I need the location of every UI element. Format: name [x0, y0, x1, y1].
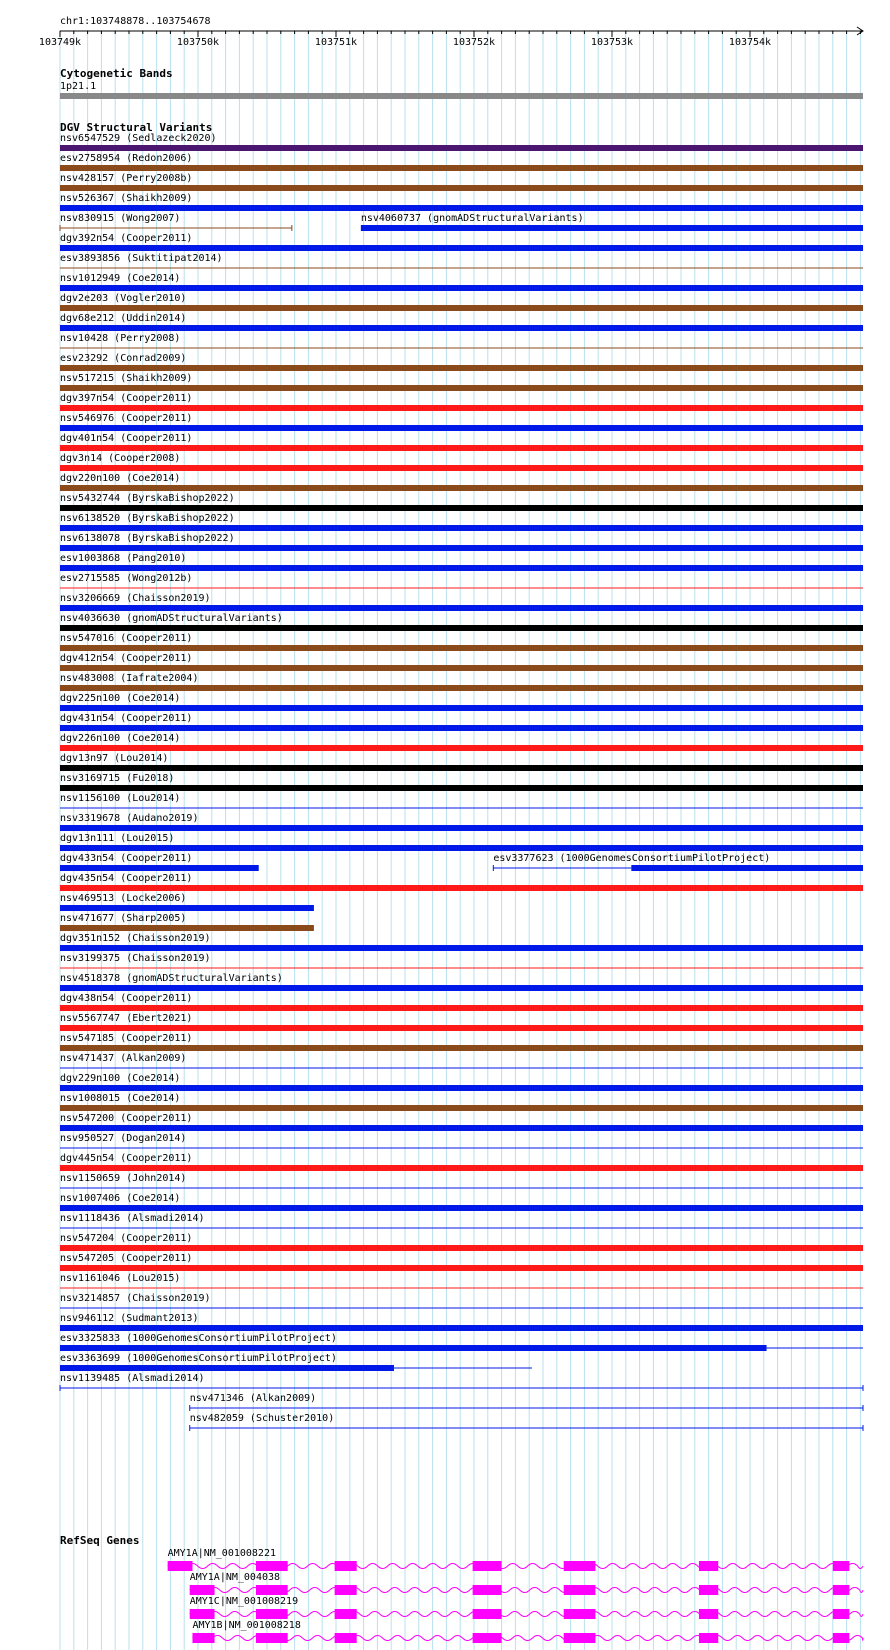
variant-thick-segment	[60, 785, 863, 791]
variant-row[interactable]	[60, 973, 863, 991]
variant-thick-segment	[60, 725, 863, 731]
variant-row[interactable]	[60, 593, 863, 611]
variant-thick-segment	[60, 185, 863, 191]
variant-label: nsv1008015 (Coe2014)	[60, 1093, 181, 1104]
variant-label: nsv950527 (Dogan2014)	[60, 1133, 187, 1144]
gene-label: AMY1C|NM_001008219	[189, 1596, 299, 1607]
variant-thick-segment	[631, 865, 863, 871]
variant-bar[interactable]	[60, 725, 863, 731]
variant-label: dgv226n100 (Coe2014)	[60, 733, 181, 744]
variant-label: nsv4060737 (gnomADStructuralVariants)	[360, 213, 584, 224]
refseq-track[interactable]	[60, 1534, 863, 1643]
variant-thick-segment	[60, 505, 863, 511]
variant-thick-segment	[60, 1205, 863, 1211]
variant-label: nsv1139485 (Alsmadi2014)	[60, 1373, 205, 1384]
variant-thick-segment	[60, 1325, 863, 1331]
ruler-tick-label: 103754k	[728, 37, 772, 48]
refseq-title: RefSeq Genes	[60, 1534, 140, 1547]
variant-label: nsv3199375 (Chaisson2019)	[60, 953, 211, 964]
variant-thick-segment	[60, 845, 863, 851]
variant-row[interactable]	[60, 253, 863, 268]
variant-thick-segment	[60, 385, 863, 391]
variant-label: dgv13n97 (Lou2014)	[60, 753, 169, 764]
variant-row[interactable]	[60, 573, 863, 588]
variant-bar[interactable]	[60, 225, 292, 231]
variant-label: dgv392n54 (Cooper2011)	[60, 233, 193, 244]
variant-bar[interactable]	[60, 905, 314, 911]
variant-row[interactable]	[60, 333, 863, 348]
variant-thick-segment	[60, 905, 314, 911]
variant-row[interactable]	[60, 133, 863, 151]
variant-bar[interactable]	[60, 765, 863, 771]
variant-bar[interactable]	[190, 1425, 863, 1431]
variant-label: nsv547205 (Cooper2011)	[60, 1253, 193, 1264]
variant-thick-segment	[60, 705, 863, 711]
variant-thick-segment	[60, 485, 863, 491]
variant-thick-segment	[60, 685, 863, 691]
variant-thick-segment	[60, 445, 863, 451]
variant-row[interactable]	[60, 873, 863, 891]
variant-thick-segment	[60, 1365, 394, 1371]
variant-thick-segment	[60, 365, 863, 371]
variant-bar[interactable]	[493, 865, 863, 871]
variant-row[interactable]	[60, 773, 863, 791]
variant-label: nsv3214857 (Chaisson2019)	[60, 1293, 211, 1304]
variant-bar[interactable]	[60, 705, 863, 711]
variant-label: nsv1156100 (Lou2014)	[60, 793, 181, 804]
variant-bar[interactable]	[60, 945, 863, 951]
variant-bar[interactable]	[60, 1365, 532, 1371]
variant-thick-segment	[60, 925, 314, 931]
variant-bar[interactable]	[60, 565, 863, 571]
variant-label: dgv220n100 (Coe2014)	[60, 473, 181, 484]
variant-bar[interactable]	[60, 1345, 863, 1351]
variant-label: esv23292 (Conrad2009)	[60, 353, 187, 364]
variant-label: nsv546976 (Cooper2011)	[60, 413, 193, 424]
variant-bar[interactable]	[60, 465, 863, 471]
variant-thick-segment	[60, 565, 863, 571]
ruler-tick-label: 103752k	[452, 37, 496, 48]
variant-label: dgv433n54 (Cooper2011)	[60, 853, 193, 864]
gene-exon[interactable]	[190, 1609, 215, 1619]
variant-label: dgv229n100 (Coe2014)	[60, 1073, 181, 1084]
variant-thick-segment	[60, 165, 863, 171]
variant-bar[interactable]	[60, 525, 863, 531]
gene-exon[interactable]	[564, 1633, 596, 1643]
variant-label: dgv431n54 (Cooper2011)	[60, 713, 193, 724]
variant-bar[interactable]	[60, 185, 863, 191]
variant-label: esv2758954 (Redon2006)	[60, 153, 193, 164]
variant-row[interactable]	[60, 733, 863, 751]
variant-row[interactable]	[60, 1313, 863, 1331]
variant-label: esv3363699 (1000GenomesConsortiumPilotProject)	[60, 1353, 337, 1364]
variant-thick-segment	[60, 285, 863, 291]
variant-label: dgv2e203 (Vogler2010)	[60, 293, 187, 304]
variant-label: nsv946112 (Sudmant2013)	[60, 1313, 199, 1324]
variant-label: nsv3206669 (Chaisson2019)	[60, 593, 211, 604]
gene-exon[interactable]	[473, 1609, 502, 1619]
variant-thick-segment	[60, 425, 863, 431]
variant-row[interactable]	[60, 653, 863, 671]
variant-row[interactable]	[190, 1393, 863, 1411]
variant-thick-segment	[60, 745, 863, 751]
variant-label: nsv547185 (Cooper2011)	[60, 1033, 193, 1044]
gene-label: AMY1B|NM_001008218	[192, 1620, 301, 1631]
gene-exon[interactable]	[190, 1585, 215, 1595]
variant-label: esv3377623 (1000GenomesConsortiumPilotProject)	[493, 853, 771, 864]
variant-bar[interactable]	[60, 365, 863, 371]
variant-bar[interactable]	[60, 845, 863, 851]
variant-row[interactable]	[60, 313, 863, 331]
variant-bar[interactable]	[60, 285, 863, 291]
variant-bar[interactable]	[60, 1105, 863, 1111]
variant-label: nsv1007406 (Coe2014)	[60, 1193, 181, 1204]
gene-exon[interactable]	[335, 1585, 357, 1595]
variant-thick-segment	[60, 1345, 767, 1351]
variant-row[interactable]	[60, 513, 863, 531]
variant-row[interactable]	[60, 633, 863, 651]
variant-bar[interactable]	[60, 445, 863, 451]
variant-bar[interactable]	[60, 1205, 863, 1211]
variant-thick-segment	[60, 1165, 863, 1171]
cytoband-bar[interactable]	[60, 93, 863, 99]
variant-bar[interactable]	[60, 645, 863, 651]
variant-row[interactable]	[60, 813, 863, 831]
variant-row[interactable]	[60, 1053, 863, 1068]
variant-thick-segment	[60, 765, 863, 771]
variant-bar[interactable]	[60, 1245, 863, 1251]
variant-bar[interactable]	[60, 1385, 863, 1391]
variant-label: dgv412n54 (Cooper2011)	[60, 653, 193, 664]
gene-exon[interactable]	[256, 1609, 288, 1619]
variant-bar[interactable]	[60, 245, 863, 251]
gene-exon[interactable]	[564, 1561, 596, 1571]
dgv-title: DGV Structural Variants	[60, 121, 213, 134]
variant-thick-segment	[60, 1245, 863, 1251]
variant-bar[interactable]	[60, 925, 314, 931]
gene-exon[interactable]	[473, 1633, 502, 1643]
variant-bar[interactable]	[60, 505, 863, 511]
variant-label: esv2715585 (Wong2012b)	[60, 573, 193, 584]
variant-row[interactable]	[60, 1113, 863, 1131]
variant-label: nsv428157 (Perry2008b)	[60, 173, 193, 184]
variant-row[interactable]	[60, 1353, 532, 1371]
variant-label: dgv13n111 (Lou2015)	[60, 833, 175, 844]
variant-label: nsv517215 (Shaikh2009)	[60, 373, 193, 384]
variant-label: nsv547016 (Cooper2011)	[60, 633, 193, 644]
variant-row[interactable]	[60, 193, 863, 211]
ruler-tick-label: 103750k	[176, 37, 220, 48]
gene-row[interactable]	[190, 1572, 863, 1595]
variant-label: nsv482059 (Schuster2010)	[189, 1413, 335, 1424]
variant-label: nsv483008 (Iafrate2004)	[60, 673, 199, 684]
variant-bar[interactable]	[60, 485, 863, 491]
gene-exon[interactable]	[699, 1633, 718, 1643]
variant-thick-segment	[60, 985, 863, 991]
variant-bar[interactable]	[60, 205, 863, 211]
gene-label: AMY1A|NM_001008221	[167, 1548, 277, 1559]
variant-row[interactable]	[60, 1233, 863, 1251]
variant-row[interactable]	[190, 1413, 863, 1431]
variant-label: dgv397n54 (Cooper2011)	[60, 393, 193, 404]
variant-row[interactable]	[60, 153, 863, 171]
variant-thick-segment	[60, 1005, 863, 1011]
variant-thick-segment	[60, 865, 259, 871]
gene-intron	[190, 1612, 863, 1617]
variant-bar[interactable]	[361, 225, 863, 231]
variant-bar[interactable]	[60, 305, 863, 311]
variant-row[interactable]	[60, 433, 863, 451]
variant-row[interactable]	[60, 1253, 863, 1271]
variant-thick-segment	[60, 625, 863, 631]
variant-label: dgv435n54 (Cooper2011)	[60, 873, 193, 884]
variant-thick-segment	[60, 465, 863, 471]
gene-exon[interactable]	[564, 1585, 596, 1595]
variant-thick-segment	[60, 825, 863, 831]
variant-bar[interactable]	[60, 625, 863, 631]
variant-row[interactable]	[60, 1293, 863, 1308]
variant-label: nsv10428 (Perry2008)	[60, 333, 181, 344]
variant-row[interactable]	[60, 213, 863, 231]
gene-intron	[192, 1636, 863, 1641]
variant-row[interactable]	[60, 413, 863, 431]
variant-bar[interactable]	[190, 1405, 863, 1411]
variant-row[interactable]	[60, 453, 863, 471]
variant-bar[interactable]	[60, 865, 259, 871]
variant-row[interactable]	[60, 173, 863, 191]
variant-row[interactable]	[60, 1153, 863, 1171]
gene-exon[interactable]	[335, 1609, 357, 1619]
dgv-track[interactable]	[60, 121, 863, 1431]
variant-label: nsv526367 (Shaikh2009)	[60, 193, 193, 204]
variant-thick-segment	[60, 605, 863, 611]
gene-exon[interactable]	[833, 1561, 850, 1571]
variant-bar[interactable]	[60, 545, 863, 551]
variant-row[interactable]	[60, 273, 863, 291]
variant-label: dgv225n100 (Coe2014)	[60, 693, 181, 704]
variant-row[interactable]	[60, 893, 314, 911]
variant-label: nsv3169715 (Fu2018)	[60, 773, 175, 784]
gene-exon[interactable]	[256, 1633, 288, 1643]
variant-row[interactable]	[60, 1093, 863, 1111]
gene-exon[interactable]	[564, 1609, 596, 1619]
variant-thick-segment	[60, 885, 863, 891]
variant-label: nsv3319678 (Audano2019)	[60, 813, 199, 824]
variant-label: nsv469513 (Locke2006)	[60, 893, 187, 904]
variant-bar[interactable]	[60, 605, 863, 611]
variant-label: nsv6547529 (Sedlazeck2020)	[60, 133, 217, 144]
variant-label: nsv5567747 (Ebert2021)	[60, 1013, 193, 1024]
variant-bar[interactable]	[60, 685, 863, 691]
variant-bar[interactable]	[60, 405, 863, 411]
variant-label: nsv830915 (Wong2007)	[60, 213, 181, 224]
cytoband-title: Cytogenetic Bands	[60, 67, 173, 80]
variant-thick-segment	[60, 1105, 863, 1111]
variant-thick-segment	[60, 1045, 863, 1051]
variant-row[interactable]	[60, 1013, 863, 1031]
cytoband-band-label: 1p21.1	[60, 81, 97, 92]
variant-row[interactable]	[60, 553, 863, 571]
variant-row[interactable]	[60, 673, 863, 691]
ruler-tick-label: 103749k	[38, 37, 82, 48]
variant-bar[interactable]	[60, 785, 863, 791]
variant-bar[interactable]	[60, 885, 863, 891]
variant-label: esv3893856 (Suktitipat2014)	[60, 253, 223, 264]
variant-bar[interactable]	[60, 325, 863, 331]
variant-row[interactable]	[60, 493, 863, 511]
variant-row[interactable]	[60, 1373, 863, 1391]
variant-label: dgv351n152 (Chaisson2019)	[60, 933, 211, 944]
variant-label: dgv438n54 (Cooper2011)	[60, 993, 193, 1004]
variant-row[interactable]	[60, 953, 863, 968]
variant-label: esv1003868 (Pang2010)	[60, 553, 187, 564]
variant-bar[interactable]	[60, 745, 863, 751]
variant-row[interactable]	[60, 853, 863, 871]
variant-row[interactable]	[60, 393, 863, 411]
variant-bar[interactable]	[60, 985, 863, 991]
variant-row[interactable]	[60, 1033, 863, 1051]
variant-thick-segment	[60, 325, 863, 331]
variant-row[interactable]	[60, 793, 863, 808]
gene-exon[interactable]	[256, 1585, 288, 1595]
variant-label: esv3325833 (1000GenomesConsortiumPilotProject)	[60, 1333, 337, 1344]
variant-label: nsv471346 (Alkan2009)	[189, 1393, 317, 1404]
variant-label: dgv401n54 (Cooper2011)	[60, 433, 193, 444]
variant-label: nsv471677 (Sharp2005)	[60, 913, 187, 924]
variant-bar[interactable]	[60, 1025, 863, 1031]
gene-exon[interactable]	[192, 1633, 214, 1643]
ruler-tick-label: 103751k	[314, 37, 358, 48]
variant-thick-segment	[60, 1125, 863, 1131]
variant-row[interactable]	[60, 993, 863, 1011]
variant-label: nsv547200 (Cooper2011)	[60, 1113, 193, 1124]
gene-exon[interactable]	[473, 1561, 502, 1571]
variant-bar[interactable]	[60, 1005, 863, 1011]
variant-row[interactable]	[60, 1173, 863, 1188]
variant-thick-segment	[60, 545, 863, 551]
variant-label: nsv547204 (Cooper2011)	[60, 1233, 193, 1244]
variant-label: dgv3n14 (Cooper2008)	[60, 453, 181, 464]
variant-thick-segment	[60, 1265, 863, 1271]
gene-exon[interactable]	[335, 1561, 357, 1571]
variant-label: nsv471437 (Alkan2009)	[60, 1053, 187, 1064]
variant-bar[interactable]	[60, 1165, 863, 1171]
variant-bar[interactable]	[60, 425, 863, 431]
variant-label: nsv4036630 (gnomADStructuralVariants)	[60, 613, 283, 624]
gene-exon[interactable]	[699, 1585, 718, 1595]
variant-row[interactable]	[60, 1273, 863, 1288]
gene-exon[interactable]	[833, 1633, 850, 1643]
variant-row[interactable]	[60, 1133, 863, 1148]
variant-thick-segment	[60, 1085, 863, 1091]
variant-label: nsv1150659 (John2014)	[60, 1173, 187, 1184]
variant-row[interactable]	[60, 533, 863, 551]
variant-row[interactable]	[60, 353, 863, 371]
variant-label: nsv5432744 (ByrskaBishop2022)	[60, 493, 235, 504]
gene-exon[interactable]	[168, 1561, 193, 1571]
gene-exon[interactable]	[699, 1561, 718, 1571]
variant-row[interactable]	[60, 613, 863, 631]
variant-label: nsv6138520 (ByrskaBishop2022)	[60, 513, 235, 524]
gene-row[interactable]	[192, 1620, 863, 1643]
variant-label: nsv4518378 (gnomADStructuralVariants)	[60, 973, 283, 984]
variant-bar[interactable]	[60, 1125, 863, 1131]
ruler-tick-label: 103753k	[590, 37, 634, 48]
variant-row[interactable]	[60, 1193, 863, 1211]
variant-row[interactable]	[60, 713, 863, 731]
variant-row[interactable]	[60, 833, 863, 851]
variant-row[interactable]	[60, 1213, 863, 1228]
gene-exon[interactable]	[335, 1633, 357, 1643]
variant-bar[interactable]	[60, 145, 863, 151]
variant-label: dgv445n54 (Cooper2011)	[60, 1153, 193, 1164]
gene-exon[interactable]	[256, 1561, 288, 1571]
variant-thick-segment	[60, 145, 863, 151]
variant-bar[interactable]	[60, 1325, 863, 1331]
variant-thick-segment	[60, 525, 863, 531]
variant-thick-segment	[60, 645, 863, 651]
variant-thick-segment	[60, 1025, 863, 1031]
ruler-track[interactable]	[39, 16, 863, 48]
variant-bar[interactable]	[60, 165, 863, 171]
variant-thick-segment	[60, 305, 863, 311]
variant-thick-segment	[60, 245, 863, 251]
gene-intron	[190, 1588, 863, 1593]
variant-bar[interactable]	[60, 665, 863, 671]
variant-row[interactable]	[60, 1073, 863, 1091]
cytoband-track[interactable]	[60, 67, 863, 99]
variant-row[interactable]	[60, 1333, 863, 1351]
gene-exon[interactable]	[699, 1609, 718, 1619]
variant-row[interactable]	[60, 233, 863, 251]
variant-bar[interactable]	[60, 1085, 863, 1091]
variant-label: nsv1012949 (Coe2014)	[60, 273, 181, 284]
gene-exon[interactable]	[833, 1609, 850, 1619]
gene-exon[interactable]	[473, 1585, 502, 1595]
variant-bar[interactable]	[60, 825, 863, 831]
variant-row[interactable]	[60, 693, 863, 711]
variant-row[interactable]	[60, 933, 863, 951]
variant-row[interactable]	[60, 293, 863, 311]
variant-thick-segment	[60, 405, 863, 411]
variant-thick-segment	[60, 205, 863, 211]
variant-row[interactable]	[60, 373, 863, 391]
variant-thick-segment	[60, 945, 863, 951]
variant-row[interactable]	[60, 913, 314, 931]
region-label: chr1:103748878..103754678	[60, 16, 211, 27]
variant-bar[interactable]	[60, 1045, 863, 1051]
variant-label: dgv68e212 (Uddin2014)	[60, 313, 187, 324]
gene-exon[interactable]	[833, 1585, 850, 1595]
variant-thick-segment	[60, 665, 863, 671]
variant-label: nsv6138078 (ByrskaBishop2022)	[60, 533, 235, 544]
gene-label: AMY1A|NM_004038	[189, 1572, 281, 1583]
variant-bar[interactable]	[60, 1265, 863, 1271]
variant-thick-segment	[361, 225, 863, 231]
variant-row[interactable]	[60, 753, 863, 771]
variant-row[interactable]	[60, 473, 863, 491]
variant-bar[interactable]	[60, 385, 863, 391]
gene-row[interactable]	[190, 1596, 863, 1619]
variant-label: nsv1161046 (Lou2015)	[60, 1273, 181, 1284]
variant-label: nsv1118436 (Alsmadi2014)	[60, 1213, 205, 1224]
